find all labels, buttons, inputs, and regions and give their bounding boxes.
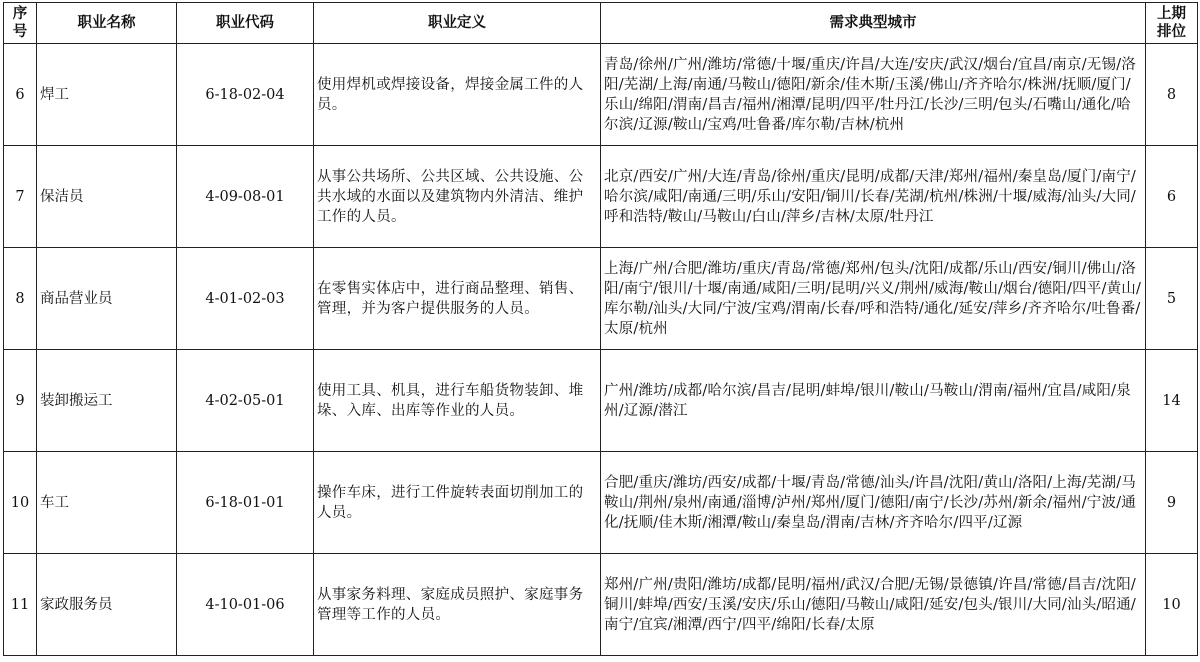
header-definition: 职业定义	[314, 3, 601, 44]
row-number: 11	[4, 554, 37, 656]
table-row	[4, 452, 1198, 554]
header-no	[4, 3, 37, 44]
occupation-name: 车工	[37, 452, 177, 554]
occupation-name: 装卸搬运工	[37, 350, 177, 452]
table-row	[4, 350, 1198, 452]
previous-rank: 9	[1146, 452, 1198, 554]
occupation-code: 4-10-01-06	[177, 554, 314, 656]
header-name: 职业名称	[37, 3, 177, 44]
previous-rank: 6	[1146, 146, 1198, 248]
header-rank-line1: 上期	[1157, 5, 1186, 22]
header-no-line1: 序	[12, 5, 28, 22]
header-cities: 需求典型城市	[601, 3, 1146, 44]
occupation-definition: 使用工具、机具，进行车船货物装卸、堆垛、入库、出库等作业的人员。	[314, 350, 601, 452]
occupation-code: 4-01-02-03	[177, 248, 314, 350]
occupation-name: 焊工	[37, 44, 177, 146]
table-row	[4, 44, 1198, 146]
header-no-line2: 号	[12, 23, 28, 40]
typical-cities: 合肥/重庆/潍坊/西安/成都/十堰/青岛/常德/汕头/许昌/沈阳/黄山/洛阳/上海/芜湖/马鞍山/荆州/泉州/南通/淄博/泸州/郑州/厦门/德阳/南宁/长沙/苏州/新余/福州/宁波/通化/抚顺/佳木斯/湘潭/鞍山/秦皇岛/渭南/吉林/齐齐哈尔/四平/辽源	[601, 452, 1146, 554]
row-number: 8	[4, 248, 37, 350]
occupation-code: 4-02-05-01	[177, 350, 314, 452]
header-rank-line2: 排位	[1157, 23, 1186, 40]
occupation-code: 6-18-02-04	[177, 44, 314, 146]
row-number: 7	[4, 146, 37, 248]
table-row	[4, 248, 1198, 350]
previous-rank: 5	[1146, 248, 1198, 350]
previous-rank: 10	[1146, 554, 1198, 656]
occupation-name: 家政服务员	[37, 554, 177, 656]
row-number: 9	[4, 350, 37, 452]
occupation-definition: 操作车床，进行工件旋转表面切削加工的人员。	[314, 452, 601, 554]
typical-cities: 北京/西安/广州/大连/青岛/徐州/重庆/昆明/成都/天津/郑州/福州/秦皇岛/厦门/南宁/哈尔滨/咸阳/南通/三明/乐山/安阳/铜川/长春/芜湖/杭州/株洲/十堰/威海/汕头/大同/呼和浩特/鞍山/马鞍山/白山/萍乡/吉林/太原/牡丹江	[601, 146, 1146, 248]
occupation-demand-table	[3, 2, 1198, 656]
table-row	[4, 146, 1198, 248]
typical-cities: 上海/广州/合肥/潍坊/重庆/青岛/常德/郑州/包头/沈阳/成都/乐山/西安/铜川/佛山/洛阳/南宁/银川/十堰/南通/咸阳/三明/昆明/兴义/荆州/威海/鞍山/烟台/德阳/四平/黄山/库尔勒/汕头/大同/宁波/宝鸡/渭南/长春/呼和浩特/通化/延安/萍乡/齐齐哈尔/吐鲁番/太原/杭州	[601, 248, 1146, 350]
typical-cities: 青岛/徐州/广州/潍坊/常德/十堰/重庆/许昌/大连/安庆/武汉/烟台/宜昌/南京/无锡/洛阳/芜湖/上海/南通/马鞍山/德阳/新余/佳木斯/玉溪/佛山/齐齐哈尔/株洲/抚顺/厦门/乐山/绵阳/渭南/昌吉/福州/湘潭/昆明/四平/牡丹江/长沙/三明/包头/石嘴山/通化/哈尔滨/辽源/鞍山/宝鸡/吐鲁番/库尔勒/吉林/杭州	[601, 44, 1146, 146]
header-code: 职业代码	[177, 3, 314, 44]
occupation-definition: 从事家务料理、家庭成员照护、家庭事务管理等工作的人员。	[314, 554, 601, 656]
occupation-name: 商品营业员	[37, 248, 177, 350]
table-row	[4, 554, 1198, 656]
occupation-definition: 在零售实体店中，进行商品整理、销售、管理，并为客户提供服务的人员。	[314, 248, 601, 350]
header-rank	[1146, 3, 1198, 44]
occupation-name: 保洁员	[37, 146, 177, 248]
row-number: 10	[4, 452, 37, 554]
previous-rank: 8	[1146, 44, 1198, 146]
typical-cities: 郑州/广州/贵阳/潍坊/成都/昆明/福州/武汉/合肥/无锡/景德镇/许昌/常德/昌吉/沈阳/铜川/蚌埠/西安/玉溪/安庆/乐山/德阳/马鞍山/咸阳/延安/包头/银川/大同/汕头/昭通/南宁/宜宾/湘潭/西宁/四平/绵阳/长春/太原	[601, 554, 1146, 656]
occupation-definition: 使用焊机或焊接设备，焊接金属工件的人员。	[314, 44, 601, 146]
row-number: 6	[4, 44, 37, 146]
occupation-code: 4-09-08-01	[177, 146, 314, 248]
occupation-definition: 从事公共场所、公共区域、公共设施、公共水域的水面以及建筑物内外清洁、维护工作的人员。	[314, 146, 601, 248]
typical-cities: 广州/潍坊/成都/哈尔滨/昌吉/昆明/蚌埠/银川/鞍山/马鞍山/渭南/福州/宜昌/咸阳/泉州/辽源/潜江	[601, 350, 1146, 452]
previous-rank: 14	[1146, 350, 1198, 452]
header-row	[4, 3, 1198, 44]
occupation-code: 6-18-01-01	[177, 452, 314, 554]
